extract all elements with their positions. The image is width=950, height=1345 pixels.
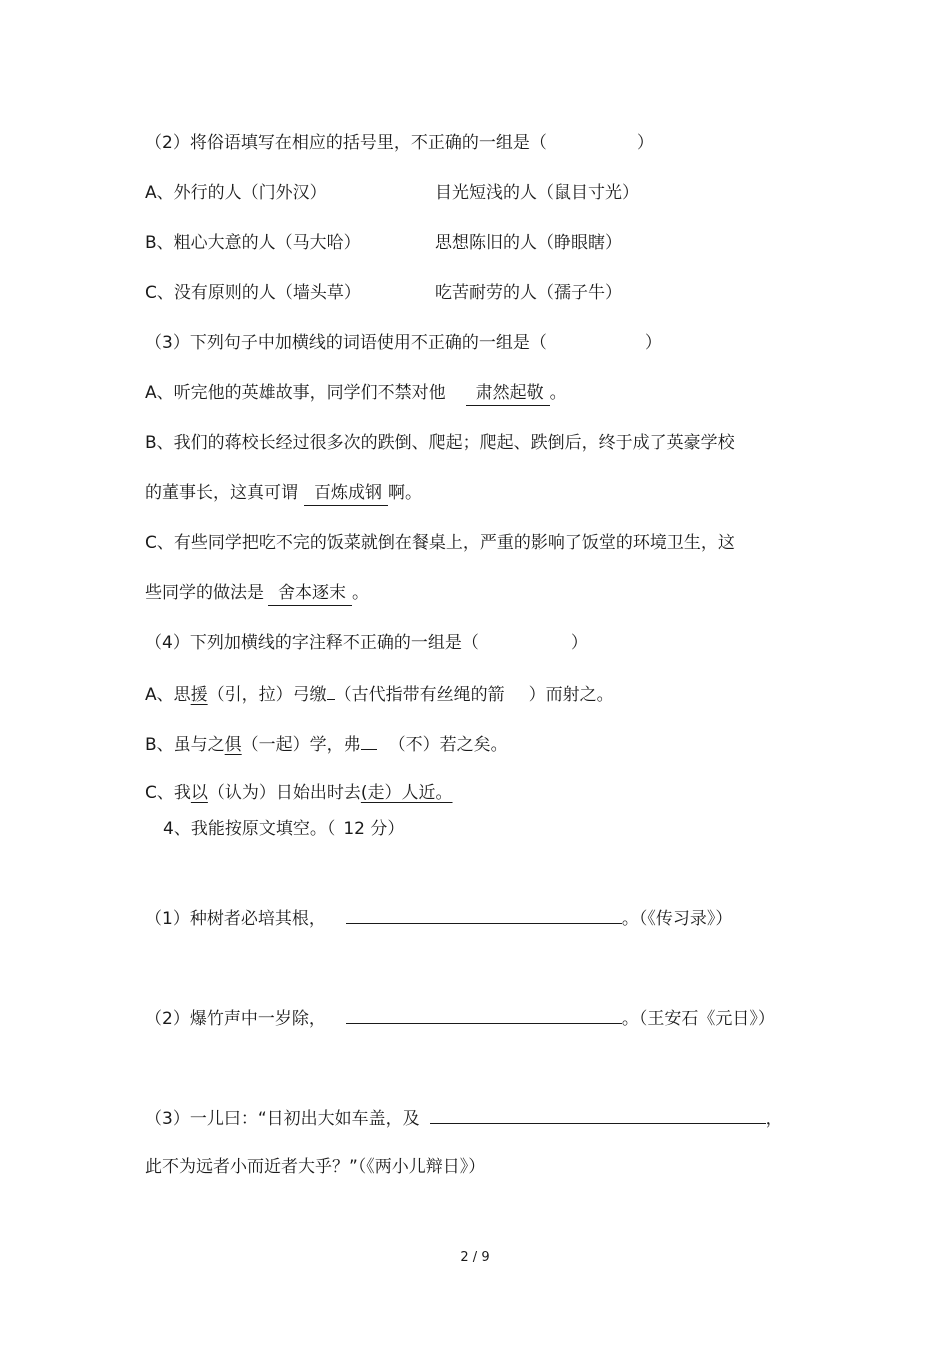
q2-stem: （2）将俗语填写在相应的括号里，不正确的一组是（ ） [145,133,654,153]
q4-option-b: B、虽与之俱（一起）学，弗 （不）若之矣。 [145,731,508,757]
q2-option-a-left: A、外行的人（门外汉） [145,183,327,203]
underlined-word: 肃然起敬 [466,381,550,406]
q3-stem: （3）下列句子中加横线的词语使用不正确的一组是（ ） [145,333,662,353]
q4-stem: （4）下列加横线的字注释不正确的一组是（ ） [145,633,588,653]
section4-item-2: （2）爆竹声中一岁除， 。（王安石《元日》） [145,1005,775,1031]
q2-option-b-right: 思想陈旧的人（睁眼瞎） [435,233,622,253]
fill-blank[interactable] [430,1105,766,1124]
fill-blank[interactable] [346,905,622,924]
underlined-char: 以 [190,783,208,803]
q2-option-b-left: B、粗心大意的人（马大哈） [145,233,361,253]
q2-option-a-right: 目光短浅的人（鼠目寸光） [435,183,639,203]
underlined-word: 百炼成钢 [304,481,388,506]
section4-item-3: （3）一儿曰：“日初出大如车盖，及 ， [145,1105,783,1131]
fill-blank[interactable] [346,1005,622,1024]
q2-option-c-right: 吃苦耐劳的人（孺子牛） [435,283,622,303]
underlined-char: (走）人近。 [360,783,453,803]
q3-option-c-line1: C、有些同学把吃不完的饭菜就倒在餐桌上，严重的影响了饭堂的环境卫生，这 [145,533,735,553]
section4-item-3-line2: 此不为远者小而近者大乎？”（《两小儿辩日》） [145,1157,486,1177]
q3-option-a: A、听完他的英雄故事，同学们不禁对他 肃然起敬 。 [145,381,567,406]
page-number: 2 / 9 [460,1250,490,1265]
q2-option-c-left: C、没有原则的人（墙头草） [145,283,361,303]
section4-item-1: （1）种树者必培其根， 。（《传习录》） [145,905,732,931]
underlined-char: 援 [190,685,208,705]
q3-option-c-line2: 些同学的做法是 舍本逐末 。 [145,581,369,606]
underlined-word: 舍本逐末 [268,581,352,606]
underlined-char: 俱 [224,735,242,755]
q4-option-c: C、我以（认为）日始出时去(走）人近。 [145,783,453,803]
q4-option-a: A、思援（引，拉）弓缴 （古代指带有丝绳的箭 ）而射之。 [145,681,614,707]
q3-option-b-line2: 的董事长，这真可谓 百炼成钢 啊。 [145,481,422,506]
section4-title: 4、我能按原文填空。（ 12 分） [163,819,405,839]
q3-option-b-line1: B、我们的蒋校长经过很多次的跌倒、爬起；爬起、跌倒后，终于成了英豪学校 [145,433,735,453]
